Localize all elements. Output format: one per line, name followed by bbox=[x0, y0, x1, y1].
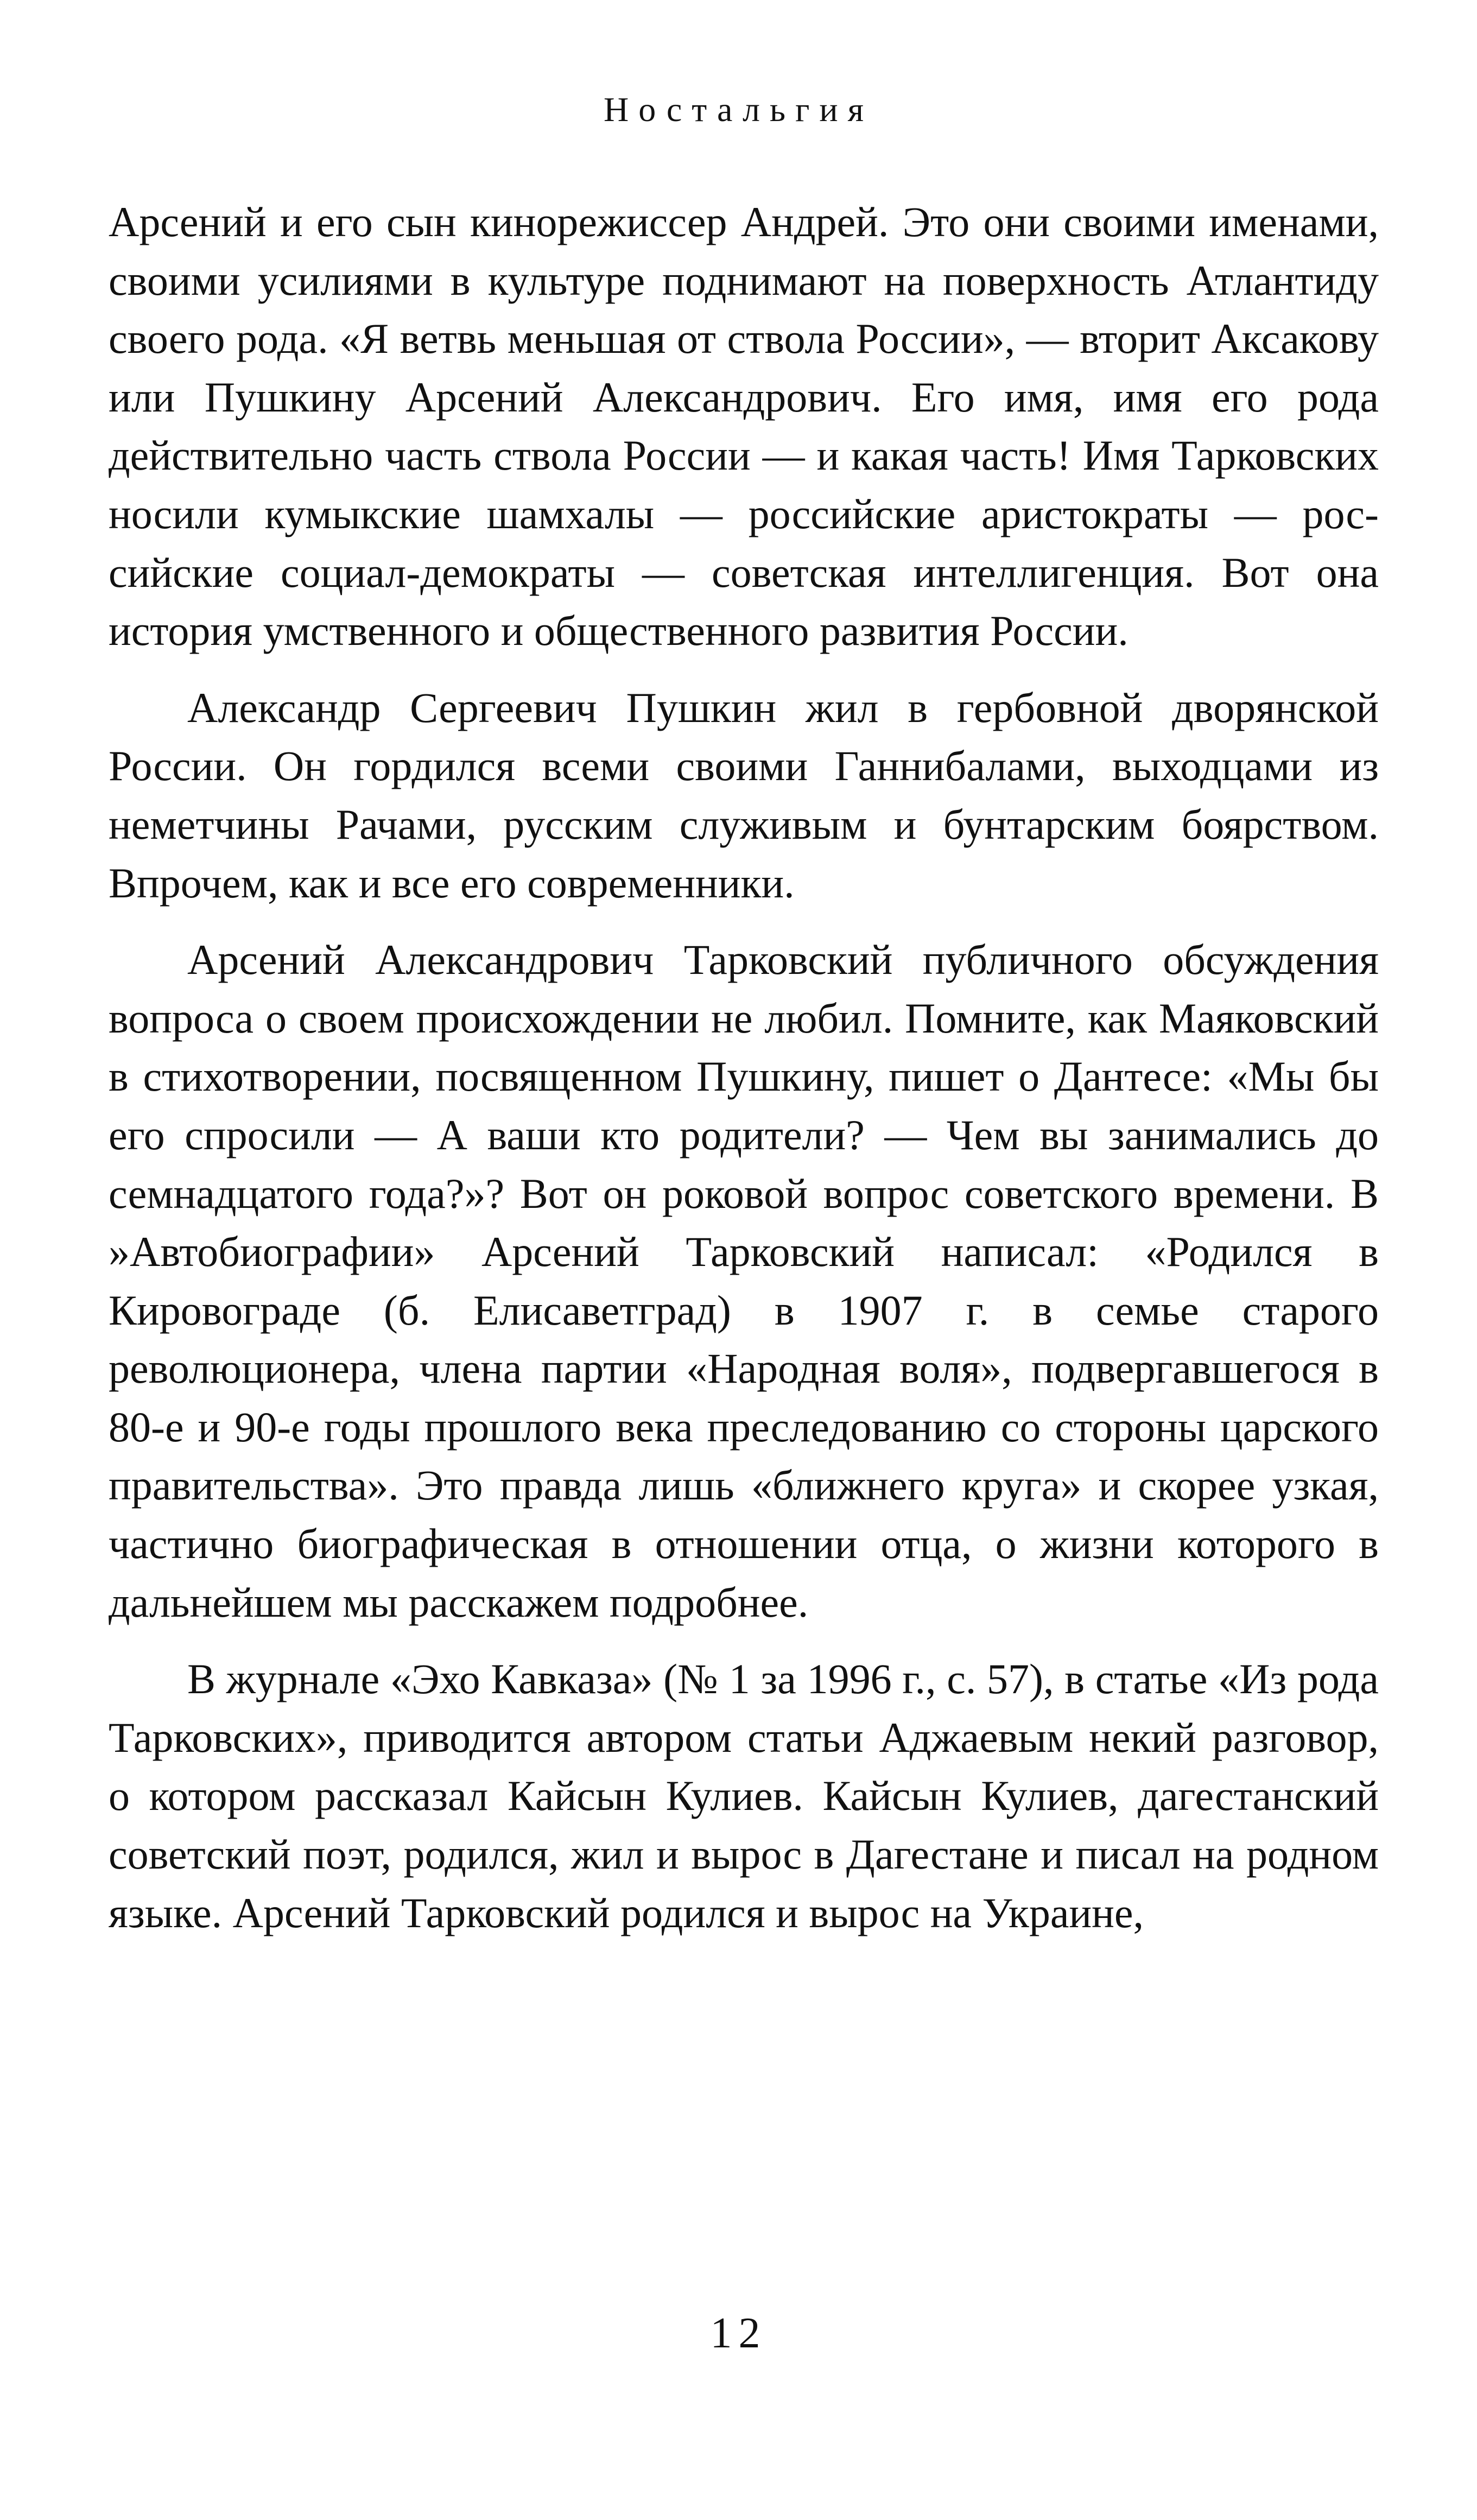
paragraph-1: Арсений и его сын кинорежиссер Андрей. Это они своими именами, своими усилиями в культуре поднимают на поверхность Атлантиду своего рода. «Я ветвь меньшая от ствола России», — вторит Аксакову или Пушкину Арсений Александрович. Его имя, имя его рода действительно часть ствола России — и какая часть! Имя Тарковских носили кумыкские шамхалы — российские аристократы — российские социал-демократы — советская интеллигенция. Вот она история умственного и общественного развития России. bbox=[109, 198, 1379, 655]
running-head: Ностальгия bbox=[604, 90, 873, 129]
page-number: 12 bbox=[710, 2309, 767, 2357]
paragraph-2: Александр Сергеевич Пушкин жил в гербовной дворянской России. Он гордился всеми своими Ганнибалами, выходцами из неметчины Рачами, русским служивым и бунтарским боярством. Впрочем, как и все его современники. bbox=[109, 683, 1379, 907]
paragraph-3: Арсений Александрович Тарковский публичного обсуждения вопроса о своем происхождении не любил. Помните, как Маяковский в стихотворении, посвященном Пушкину, пишет о Дантесе: «Мы бы его спросили — А ваши кто родители? — Чем вы занимались до семнадцатого года?»? Вот он роковой вопрос советского времени. В »Автобиографии» Арсений Тарковский написал: «Родился в Кировограде (б. Елисаветград) в 1907 г. в семье старого революционера, члена партии «Народная воля», подвергавшегося в 80-е и 90-е годы прошлого века преследованию со стороны царского правительства». Это правда лишь «ближнего круга» и скорее узкая, частично биографическая в отношении отца, о жизни которого в дальнейшем мы расскажем подробнее. bbox=[109, 936, 1379, 1626]
paragraph-4: В журнале «Эхо Кавказа» (№ 1 за 1996 г., с. 57), в статье «Из рода Тарковских», приводится автором статьи Аджаевым некий разговор, о котором рассказал Кайсын Кулиев. Кайсын Кулиев, дагестанский советский поэт, родился, жил и вырос в Дагестане и писал на родном языке. Арсений Тарковский родился и вырос на Украине, bbox=[109, 1655, 1379, 1936]
body-text bbox=[109, 193, 1379, 1960]
